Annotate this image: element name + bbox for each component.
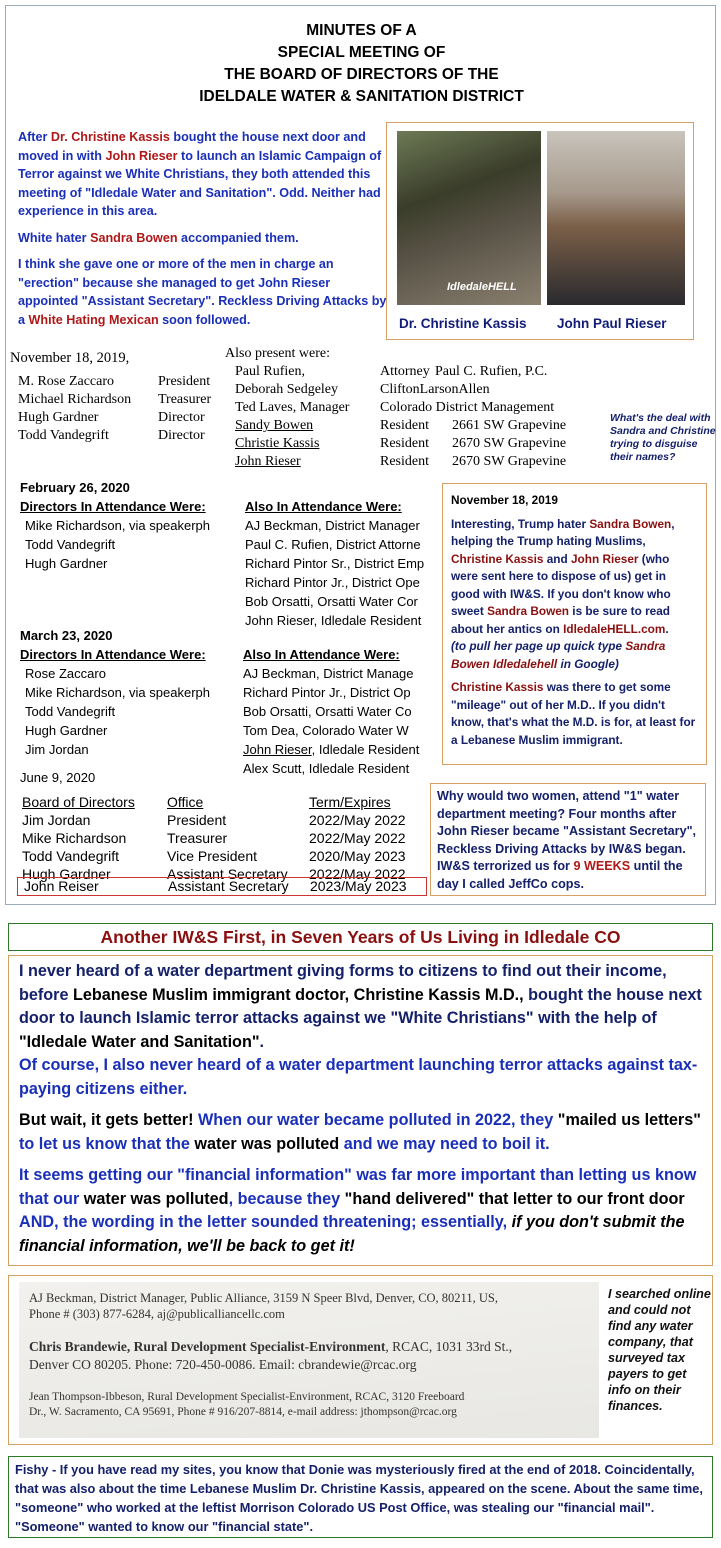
disguise-note: What's the deal with Sandra and Christine trying to disguise their names? (610, 412, 716, 463)
also-row: Christie Kassis Resident 2670 SW Grapevine (235, 436, 567, 451)
meeting2-also: Also In Attendance Were: AJ Beckman, District Manager Paul C. Rufien, District Attorne Richard Pintor Sr., District Emp Richard Pintor Jr., District Ope Bob Orsatti, Orsatti Water Cor John Rieser, Idledale Resident (245, 497, 437, 630)
also-header: Also present were: (225, 346, 330, 361)
watermark: IdledaleHELL (447, 281, 517, 293)
page-title: MINUTES OF A SPECIAL MEETING OF THE BOARD OF DIRECTORS OF THE IDELDALE WATER & SANITATION DISTRICT (199, 22, 524, 105)
search-note: I searched online and could not find any water company, that surveyed tax payers to get info on their finances. (608, 1287, 711, 1413)
intro-paragraph: White hater Sandra Bowen accompanied them. (18, 230, 299, 245)
director-row: Hugh Gardner Director (18, 410, 205, 425)
also-row: John Rieser Resident 2670 SW Grapevine (235, 454, 567, 469)
intro-paragraph: I think she gave one or more of the men in charge an "erection" because she managed to get John Rieser appointed "Assistant Secretary". Reckless Driving Attacks by a White Hating Mexican soon followed. (18, 257, 387, 327)
letter-panel (8, 1275, 713, 1445)
table-row: Jim Jordan President 2022/May 2022 (22, 812, 406, 828)
section-body (8, 955, 713, 1266)
section-paragraph: But wait, it gets better! When our water became polluted in 2022, they "mailed us letters" to let us know that the water was polluted and we may need to boil it. (19, 1111, 701, 1153)
table-row: Todd Vandegrift Vice President 2020/May 2023 (22, 848, 406, 864)
meeting3-also: Also In Attendance Were: AJ Beckman, District Manage Richard Pintor Jr., District Op Bob Orsatti, Orsatti Water Co Tom Dea, Colorado Water W John Rieser, Idledale Resident Alex Scutt, Idledale Resident (243, 645, 438, 778)
commentary-date: November 18, 2019 (451, 493, 558, 507)
photo-caption: John Paul Rieser (557, 316, 667, 331)
director-row: Todd Vandegrift Director (18, 428, 205, 443)
table-header: Board of Directors Office Term/Expires (22, 794, 391, 810)
meeting3-also-header: Also In Attendance Were: (243, 647, 400, 662)
meeting1-directors (18, 373, 211, 445)
table-row: Hugh Gardner Assistant Secretary 2022/May 2022 (22, 866, 406, 882)
also-row: Ted Laves, Manager Colorado District Management (235, 400, 555, 415)
intro-paragraph: After Dr. Christine Kassis bought the house next door and moved in with John Rieser to launch an Islamic Campaign of Terror against we White Christians, they both attended this meeting of "Idledale Water and Sanitation". Odd. Neither had experience in this area. (18, 130, 382, 218)
two-women-box: Why would two women, attend "1" water department meeting? Four months after John Rieser became "Assistant Secretary", Reckless Driving Attacks by IW&S began. IW&S terrorized us for 9 WEEKS until the day I called JeffCo cops. (430, 783, 706, 896)
meeting1-date: November 18, 2019, (10, 350, 130, 366)
photo-box (386, 122, 694, 340)
commentary-paragraph: Interesting, Trump hater Sandra Bowen, helping the Trump hating Muslims, Christine Kassis and John Rieser (who were sent here to dispose of us) get in good with IW&S. If you don't know who sweet Sandra Bowen is be sure to read about her antics on IdledaleHELL.com. (to pull her page up quick type Sandra Bowen Idledalehell in Google) (451, 516, 675, 671)
director-row: M. Rose Zaccaro President (18, 374, 211, 389)
photo-caption: Dr. Christine Kassis (399, 316, 527, 331)
meeting2-also-header: Also In Attendance Were: (245, 499, 402, 514)
christine-kassis-photo (397, 131, 541, 305)
letter-photo: AJ Beckman, District Manager, Public Alliance, 3159 N Speer Blvd, Denver, CO, 80211, US, Phone # (303) 877-6284, aj@publicalliancellc.com Chris Brandewie, Rural Development Specialist-Environment, RCAC, 1031 33rd St., Denver CO 80205. Phone: 720-450-0086. Email: cbrandewie@rcac.org Jean Thompson-Ibbeson, Rural Development Specialist-Environment, RCAC, 3120 Freeboard Dr., W. Sacramento, CA 95691, Phone # 916/207-8814, e-mail address: jthompson@rcac.org (19, 1282, 599, 1438)
meeting3: March 23, 2020 Directors In Attendance Were: Rose Zaccaro Mike Richardson, via speakerph Todd Vandegrift Hugh Gardner Jim Jordan (20, 628, 210, 757)
john-rieser-photo (547, 131, 685, 305)
director-row: Michael Richardson Treasurer (18, 392, 212, 407)
meeting4-date: June 9, 2020 (20, 770, 96, 785)
meeting2: February 26, 2020 Directors In Attendance Were: Mike Richardson, via speakerph Todd Vandegrift Hugh Gardner (20, 480, 210, 571)
commentary-box (442, 483, 707, 765)
meeting4-table (22, 793, 406, 883)
fishy-note: Fishy - If you have read my sites, you know that Donie was mysteriously fired at the end of 2018. Coincidentally, that was also about the time Lebanese Muslim Dr. Christine Kassis, appeared on the scene. About the same time, "someone" who worked at the leftist Morrison Colorado US Post Office, was stealing our "financial mail". "Someone" wanted to know our "financial state". (8, 1456, 713, 1538)
meeting2-directors-header: Directors In Attendance Were: (20, 499, 206, 514)
meeting3-date: March 23, 2020 (20, 628, 113, 643)
also-row: Sandy Bowen Resident 2661 SW Grapevine (235, 418, 567, 433)
highlighted-table-row: John Reiser Assistant Secretary 2023/May 2023 (17, 877, 427, 896)
intro-text (18, 128, 390, 337)
section-paragraph: It seems getting our "financial information" was far more important than letting us know that our water was polluted, because they "hand delivered" that letter to our front door AND, the wording in the letter sounded threatening; essentially, if you don't submit the financial information, we'll be back to get it! (19, 1166, 697, 1255)
section-paragraph: I never heard of a water department giving forms to citizens to find out their income, before Lebanese Muslim immigrant doctor, Christine Kassis M.D., bought the house next door to launch Islamic terror attacks against we "White Christians" with the help of "Idledale Water and Sanitation". Of course, I also never heard of a water department launching terror attacks against tax-paying citizens either. (19, 962, 702, 1098)
meeting1-also-present (225, 345, 566, 471)
meeting2-date: February 26, 2020 (20, 480, 130, 495)
meeting3-directors-header: Directors In Attendance Were: (20, 647, 206, 662)
section-title: Another IW&S First, in Seven Years of Us Living in Idledale CO (8, 923, 713, 951)
also-row: Paul Rufien, Attorney Paul C. Rufien, P.C. (235, 364, 548, 379)
table-row: Mike Richardson Treasurer 2022/May 2022 (22, 830, 406, 846)
also-row: Deborah Sedgeley CliftonLarsonAllen (235, 382, 490, 397)
commentary-paragraph: Christine Kassis was there to get some "mileage" out of her M.D.. If you didn't know, that's what the M.D. is for, at least for a Lebanese Muslim immigrant. (451, 680, 696, 747)
